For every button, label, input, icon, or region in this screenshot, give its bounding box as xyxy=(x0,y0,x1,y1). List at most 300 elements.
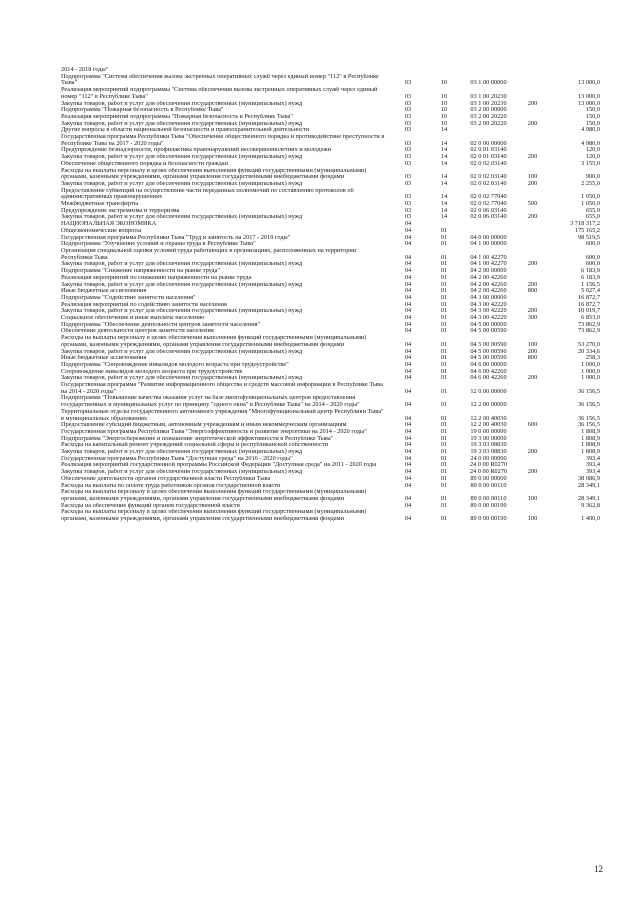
row-podrazdel: 01 xyxy=(440,461,448,469)
table-row xyxy=(61,509,600,522)
row-podrazdel: 14 xyxy=(440,179,448,187)
row-expense-type xyxy=(520,483,545,490)
row-amount: 36 156,5 xyxy=(577,414,600,422)
row-podrazdel: 01 xyxy=(440,468,448,476)
row-expense-type xyxy=(520,456,545,463)
table-row xyxy=(61,261,600,268)
table-row xyxy=(61,228,600,235)
table-row xyxy=(61,369,600,376)
row-podrazdel: 01 xyxy=(440,300,448,308)
row-amount: 150,0 xyxy=(585,119,600,127)
row-name: Расходы на обеспечение функций органов государственной власти xyxy=(61,502,240,509)
row-razdel: 03 xyxy=(404,193,412,201)
row-razdel: 03 xyxy=(404,119,412,127)
row-razdel: 04 xyxy=(404,233,412,241)
row-razdel: 04 xyxy=(404,468,412,476)
row-amount: 36 156,5 xyxy=(577,421,600,429)
row-podrazdel: 14 xyxy=(440,139,448,147)
row-amount: 16 872,7 xyxy=(577,293,600,301)
row-razdel: 04 xyxy=(404,374,412,382)
row-razdel: 03 xyxy=(404,179,412,187)
table-row xyxy=(61,295,600,302)
row-razdel: 03 xyxy=(404,146,412,154)
row-podrazdel: 01 xyxy=(440,367,448,375)
row-target-article: 04 5 00 00590 xyxy=(470,354,507,362)
row-name: Расходы на выплаты персоналу в целях обеспечения выполнения функций государственными (муниципальными) органами, казенными учреждениями, органами управления государственными внебюджетными фондами xyxy=(61,489,367,502)
row-amount: 2 255,0 xyxy=(581,179,600,187)
row-name: Расходы на выплаты персоналу в целях обеспечения выполнения функций государственными (муниципальными) органами, казенными учреждениями, органами управления государственными внебюджетными фондами xyxy=(61,509,367,523)
row-name: Обеспечение деятельности центров занятости населения xyxy=(61,328,214,335)
row-target-article: 89 0 00 00110 xyxy=(470,495,507,502)
row-podrazdel: 01 xyxy=(440,307,448,315)
row-target-article: 04 0 00 00000 xyxy=(470,233,507,241)
row-name: Закупка товаров, работ и услуг для обеспечения государственных (муниципальных) нужд xyxy=(61,375,303,382)
row-name: Обеспечение общественного порядка и безопасности граждан xyxy=(61,160,228,167)
row-amount: 655,0 xyxy=(585,206,600,214)
row-razdel: 04 xyxy=(404,314,412,322)
row-target-article: 89 0 00 00000 xyxy=(470,474,507,482)
row-name: Подпрограмма "Обеспечение деятельности центров занятости населения" xyxy=(61,321,261,328)
row-amount: 6 853,0 xyxy=(581,314,600,322)
row-podrazdel: 01 xyxy=(440,287,448,295)
row-razdel: 03 xyxy=(404,159,412,167)
row-podrazdel: 01 xyxy=(440,448,448,456)
row-podrazdel: 01 xyxy=(440,441,448,449)
row-razdel: 04 xyxy=(404,401,412,409)
row-expense-type xyxy=(520,503,545,510)
row-expense-type xyxy=(520,328,545,335)
row-amount: 3 155,0 xyxy=(581,159,600,167)
row-razdel: 03 xyxy=(404,200,412,208)
row-podrazdel: 10 xyxy=(440,106,448,114)
row-razdel: 03 xyxy=(404,112,412,120)
row-razdel xyxy=(385,67,431,74)
row-target-article: 04 2 00 42260 xyxy=(470,287,507,295)
row-razdel: 04 xyxy=(404,287,412,295)
table-row xyxy=(61,328,600,335)
table-row xyxy=(61,335,600,348)
row-expense-type xyxy=(520,228,545,235)
row-podrazdel: 01 xyxy=(440,233,448,241)
row-amount: 28 349,1 xyxy=(577,495,600,502)
table-row xyxy=(61,362,600,369)
row-podrazdel: 01 xyxy=(440,253,448,261)
row-expense-type: 100 xyxy=(527,495,538,502)
table-row xyxy=(61,67,600,74)
page-number: 12 xyxy=(594,864,603,874)
row-name: Предупреждение безнадзорности, профилактика правонарушений несовершеннолетних и молодежи xyxy=(61,147,332,154)
row-name: НАЦИОНАЛЬНАЯ ЭКОНОМИКА xyxy=(61,221,157,228)
row-amount: 36 156,5 xyxy=(577,401,600,409)
row-podrazdel: 10 xyxy=(440,79,448,87)
row-target-article: 04 5 00 00590 xyxy=(470,347,507,355)
table-row xyxy=(61,395,600,408)
row-podrazdel: 01 xyxy=(440,427,448,435)
row-podrazdel: 01 xyxy=(440,481,448,489)
table-row xyxy=(61,147,600,154)
row-name: Подпрограмма "Снижение напряженности на рынке труда" xyxy=(61,268,220,275)
row-razdel: 04 xyxy=(404,307,412,315)
row-expense-type xyxy=(520,127,545,134)
row-razdel: 04 xyxy=(404,448,412,456)
row-name: Подпрограмма "Система обеспечения вызова экстренных оперативных служб через единый номер "112" в Республике Тыва" xyxy=(61,73,379,87)
row-amount: 1 000,0 xyxy=(581,360,600,368)
row-podrazdel: 10 xyxy=(440,112,448,120)
row-expense-type: 200 xyxy=(527,374,538,382)
row-target-article: 19 3 00 00000 xyxy=(470,434,507,442)
row-target-article: 04 2 00 00000 xyxy=(470,267,507,275)
table-row xyxy=(61,462,600,469)
row-podrazdel: 01 xyxy=(440,414,448,422)
row-expense-type xyxy=(520,395,545,408)
row-target-article: 02 0 06 03140 xyxy=(470,213,507,221)
row-target-article: 24 0 00 00000 xyxy=(470,454,507,462)
row-target-article: 02 0 02 77040 xyxy=(470,200,507,208)
row-expense-type xyxy=(520,107,545,114)
row-podrazdel: 01 xyxy=(440,354,448,362)
row-target-article xyxy=(457,221,520,228)
row-amount: 120,0 xyxy=(585,153,600,161)
row-razdel: 04 xyxy=(404,300,412,308)
table-row xyxy=(61,322,600,329)
row-name: Расходы на выплаты персоналу в целях обеспечения выполнения функций государственными (муниципальными) органами, казенными учреждениями, органами управления государственными внебюджетными фондами xyxy=(61,335,367,348)
row-amount: 1 808,9 xyxy=(581,448,600,456)
row-podrazdel: 01 xyxy=(440,401,448,409)
row-name: Реализация мероприятий по содействию занятости населения xyxy=(61,301,227,308)
row-podrazdel: 01 xyxy=(440,434,448,442)
row-podrazdel: 10 xyxy=(440,99,448,107)
row-expense-type: 100 xyxy=(527,173,538,181)
row-podrazdel: 01 xyxy=(440,501,448,509)
table-row xyxy=(61,503,600,510)
row-expense-type: 200 xyxy=(527,448,538,456)
row-amount: 73 862,9 xyxy=(577,320,600,328)
table-row xyxy=(61,288,600,295)
row-podrazdel: 01 xyxy=(440,267,448,275)
row-podrazdel: 14 xyxy=(440,213,448,221)
table-row xyxy=(61,422,600,429)
row-target-article: 89 0 00 00190 xyxy=(470,515,507,523)
row-razdel: 04 xyxy=(404,220,412,228)
row-target-article: 89 0 00 00110 xyxy=(470,481,507,489)
row-razdel: 04 xyxy=(404,474,412,482)
row-target-article: 04 2 00 42260 xyxy=(470,280,507,288)
row-razdel: 03 xyxy=(404,79,412,87)
row-name: Государственная программа Республики Тыва "Энергоэффективность и развитие энергетики на 2014 - 2020 годы" xyxy=(61,428,367,435)
table-row xyxy=(61,275,600,282)
table-row xyxy=(61,469,600,476)
row-amount: 98 519,5 xyxy=(577,233,600,241)
table-row xyxy=(61,201,600,208)
row-name: Закупка товаров, работ и услуг для обеспечения государственных (муниципальных) нужд xyxy=(61,214,303,221)
row-amount: 175 165,2 xyxy=(574,226,600,234)
row-expense-type xyxy=(520,67,545,74)
row-podrazdel: 01 xyxy=(440,314,448,322)
row-target-article: 02 0 02 03140 xyxy=(470,159,507,167)
row-target-article: 03 2 00 20220 xyxy=(470,119,507,127)
row-razdel: 04 xyxy=(404,427,412,435)
row-target-article: 04 1 00 42270 xyxy=(470,253,507,261)
row-name: Государственная программа Республики Тыва "Доступная среда" на 2016 - 2020 годы" xyxy=(61,455,293,462)
row-podrazdel: 14 xyxy=(440,159,448,167)
table-row xyxy=(61,476,600,483)
table-row xyxy=(61,308,600,315)
row-razdel: 04 xyxy=(404,293,412,301)
row-razdel: 04 xyxy=(404,421,412,429)
row-razdel: 03 xyxy=(404,139,412,147)
row-name: Иные бюджетные ассигнования xyxy=(61,355,147,362)
row-amount: 393,4 xyxy=(585,468,600,476)
row-amount: 73 862,9 xyxy=(577,327,600,335)
table-row xyxy=(61,121,600,128)
row-razdel: 03 xyxy=(404,153,412,161)
row-amount: 16 872,7 xyxy=(577,300,600,308)
row-podrazdel: 14 xyxy=(440,126,448,134)
row-razdel: 03 xyxy=(404,173,412,181)
row-podrazdel: 01 xyxy=(440,387,448,395)
row-razdel: 04 xyxy=(404,267,412,275)
row-expense-type: 200 xyxy=(527,260,538,268)
row-podrazdel: 01 xyxy=(440,273,448,281)
row-razdel: 04 xyxy=(404,253,412,261)
table-row xyxy=(61,168,600,181)
row-podrazdel: 01 xyxy=(440,374,448,382)
table-row xyxy=(61,409,600,422)
row-target-article: 24 0 00 R0270 xyxy=(469,468,508,476)
row-target-article: 02 0 02 03140 xyxy=(470,179,507,187)
row-amount: 600,0 xyxy=(585,240,600,248)
row-amount: 20 334,6 xyxy=(577,347,600,355)
row-target-article: 12 2 00 00000 xyxy=(470,401,507,409)
row-razdel: 04 xyxy=(404,387,412,395)
row-podrazdel xyxy=(431,67,457,74)
row-amount: 6 183,9 xyxy=(581,267,600,275)
table-row xyxy=(61,382,600,395)
row-razdel: 04 xyxy=(404,260,412,268)
row-target-article: 03 2 00 00000 xyxy=(470,106,507,114)
row-name: Государственная программа Республики Тыва "Обеспечение общественного порядка и противодействие преступности в Республике Тыва на 2017 - 2020 годы" xyxy=(61,134,385,147)
table-row xyxy=(61,489,600,502)
row-podrazdel: 14 xyxy=(440,146,448,154)
table-row xyxy=(61,188,600,201)
row-name: Подпрограмма "Энергосбережение и повышение энергетической эффективности в Республике Тыва" xyxy=(61,435,334,442)
row-amount: 1 400,0 xyxy=(581,515,600,523)
row-razdel: 03 xyxy=(404,106,412,114)
row-target-article: 02 0 02 77040 xyxy=(470,193,507,201)
row-razdel: 04 xyxy=(404,441,412,449)
row-razdel: 04 xyxy=(404,515,412,523)
row-name: Расходы на капитальный ремонт учреждений социальной сферы и республиканской собственности xyxy=(61,442,329,449)
row-name: Иные бюджетные ассигнования xyxy=(61,288,147,295)
table-row xyxy=(61,87,600,100)
row-expense-type xyxy=(520,429,545,436)
row-name: Подпрограмма "Сопровождение инвалидов молодого возраста при трудоустройстве" xyxy=(61,361,289,368)
table-row xyxy=(61,161,600,168)
row-expense-type: 200 xyxy=(527,280,538,288)
row-razdel: 04 xyxy=(404,495,412,502)
row-razdel: 04 xyxy=(404,226,412,234)
row-podrazdel: 01 xyxy=(440,360,448,368)
row-name: Подпрограмма "Повышение качества оказания услуг на базе многофункциональных центров предоставления государственных и муниципальных услуг по принципу "одного окна" в Республике Тыва" на 2014 - 2020 годы" xyxy=(61,395,360,409)
row-razdel: 04 xyxy=(404,434,412,442)
row-target-article: 04 1 00 42270 xyxy=(470,260,507,268)
row-amount: 1 000,0 xyxy=(581,374,600,382)
row-podrazdel: 01 xyxy=(440,347,448,355)
row-amount: 393,4 xyxy=(585,461,600,469)
row-amount: 6 183,9 xyxy=(581,273,600,281)
row-amount: 1 050,0 xyxy=(581,200,600,208)
row-amount: 1 050,0 xyxy=(581,193,600,201)
row-razdel: 04 xyxy=(404,481,412,489)
row-podrazdel: 10 xyxy=(440,92,448,100)
row-podrazdel: 01 xyxy=(440,280,448,288)
row-expense-type: 200 xyxy=(527,307,538,315)
row-podrazdel: 01 xyxy=(440,474,448,482)
row-expense-type: 200 xyxy=(527,468,538,476)
row-amount: 13 000,0 xyxy=(577,92,600,100)
row-expense-type: 500 xyxy=(527,200,538,208)
row-razdel: 04 xyxy=(404,367,412,375)
row-name: Реализация мероприятий по снижению напряженности на рынке труда xyxy=(61,274,252,281)
row-name: Закупка товаров, работ и услуг для обеспечения государственных (муниципальных) нужд xyxy=(61,469,303,476)
table-row xyxy=(61,315,600,322)
row-target-article: 04 6 00 00000 xyxy=(470,360,507,368)
row-amount: 3 718 317,2 xyxy=(570,220,600,228)
row-razdel: 04 xyxy=(404,240,412,248)
row-expense-type xyxy=(520,188,545,201)
row-target-article: 04 5 00 00000 xyxy=(470,320,507,328)
table-row xyxy=(61,181,600,188)
table-row xyxy=(61,214,600,221)
row-target-article: 19 0 00 00000 xyxy=(470,427,507,435)
row-podrazdel: 01 xyxy=(440,293,448,301)
row-expense-type xyxy=(520,295,545,302)
row-name: Предупреждение экстремизма и терроризма xyxy=(61,207,180,214)
row-expense-type xyxy=(520,221,545,228)
row-expense-type: 800 xyxy=(527,354,538,362)
row-amount: 900,0 xyxy=(585,173,600,181)
row-target-article: 03 2 00 20220 xyxy=(470,112,507,120)
row-expense-type xyxy=(520,74,545,87)
table-row xyxy=(61,436,600,443)
table-row xyxy=(61,107,600,114)
row-target-article: 03 1 00 20230 xyxy=(470,92,507,100)
row-target-article: 12 2 00 40030 xyxy=(470,421,507,429)
budget-table-body xyxy=(61,67,600,523)
table-row xyxy=(61,449,600,456)
row-razdel: 04 xyxy=(404,501,412,509)
row-podrazdel: 01 xyxy=(440,515,448,523)
row-amount: 600,0 xyxy=(585,260,600,268)
row-amount: 10 019,7 xyxy=(577,307,600,315)
row-expense-type xyxy=(520,161,545,168)
row-name: Общеэкономические вопросы xyxy=(61,227,142,234)
table-row xyxy=(61,235,600,242)
table-row xyxy=(61,456,600,463)
row-amount: 13 000,0 xyxy=(577,99,600,107)
row-amount: 258,3 xyxy=(585,354,600,362)
row-podrazdel: 01 xyxy=(440,240,448,248)
row-podrazdel: 01 xyxy=(440,226,448,234)
row-name: Сопровождение инвалидов молодого возраста при трудоустройстве xyxy=(61,368,243,375)
row-target-article xyxy=(457,67,520,74)
row-expense-type xyxy=(520,362,545,369)
row-expense-type xyxy=(520,134,545,147)
row-name: Закупка товаров, работ и услуг для обеспечения государственных (муниципальных) нужд xyxy=(61,120,303,127)
row-podrazdel: 01 xyxy=(440,421,448,429)
row-name: Закупка товаров, работ и услуг для обеспечения государственных (муниципальных) нужд xyxy=(61,281,303,288)
table-row xyxy=(61,248,600,261)
row-razdel: 03 xyxy=(404,126,412,134)
row-amount: 1 808,9 xyxy=(581,427,600,435)
row-amount: 150,0 xyxy=(585,112,600,120)
row-podrazdel: 14 xyxy=(440,193,448,201)
row-amount: 36 156,5 xyxy=(577,387,600,395)
row-target-article: 89 0 00 00190 xyxy=(470,501,507,509)
row-name: Подпрограмма "Пожарная безопасность в Республике Тыва" xyxy=(61,107,224,114)
row-name: Государственная программа "Развитие информационного общества и средств массовой информации в Республике Тыва на 2014 - 2020 годы" xyxy=(61,382,383,395)
table-row xyxy=(61,101,600,108)
row-razdel: 04 xyxy=(404,360,412,368)
table-row xyxy=(61,114,600,121)
budget-table xyxy=(61,67,600,523)
row-amount xyxy=(545,67,600,74)
row-amount: 393,4 xyxy=(585,454,600,462)
row-amount: 1 156,5 xyxy=(581,280,600,288)
row-expense-type: 800 xyxy=(527,287,538,295)
row-name: Закупка товаров, работ и услуг для обеспечения государственных (муниципальных) нужд xyxy=(61,308,303,315)
table-row xyxy=(61,134,600,147)
row-podrazdel: 10 xyxy=(440,119,448,127)
row-target-article: 04 5 00 00590 xyxy=(470,327,507,335)
row-name: Закупка товаров, работ и услуг для обеспечения государственных (муниципальных) нужд xyxy=(61,449,303,456)
row-expense-type: 200 xyxy=(527,213,538,221)
row-amount: 4 980,0 xyxy=(581,126,600,134)
table-row xyxy=(61,208,600,215)
row-name: Подпрограмма "Улучшение условий и охраны труда в Республике Тыва" xyxy=(61,241,256,248)
row-podrazdel: 14 xyxy=(440,173,448,181)
row-name: Закупка товаров, работ и услуг для обеспечения государственных (муниципальных) нужд xyxy=(61,348,303,355)
row-name: Государственная программа Республики Тыва "Труд и занятость на 2017 - 2019 годы" xyxy=(61,234,291,241)
row-razdel: 04 xyxy=(404,347,412,355)
row-razdel: 04 xyxy=(404,320,412,328)
row-amount: 38 086,9 xyxy=(577,474,600,482)
row-amount: 28 349,1 xyxy=(577,481,600,489)
row-podrazdel: 14 xyxy=(440,153,448,161)
row-expense-type xyxy=(520,268,545,275)
row-expense-type xyxy=(520,241,545,248)
row-amount: 1 000,0 xyxy=(581,367,600,375)
row-razdel: 04 xyxy=(404,273,412,281)
row-name: Обеспечение деятельности органов государственной власти Республики Тыва xyxy=(61,475,271,482)
row-expense-type xyxy=(520,409,545,422)
row-expense-type: 100 xyxy=(527,515,538,523)
row-name: Закупка товаров, работ и услуг для обеспечения государственных (муниципальных) нужд xyxy=(61,154,303,161)
row-name: Реализация мероприятий подпрограммы "Пожарная безопасность в Республике Тыва" xyxy=(61,113,293,120)
row-razdel: 03 xyxy=(404,213,412,221)
row-target-article: 02 0 02 03140 xyxy=(470,173,507,181)
row-razdel: 04 xyxy=(404,414,412,422)
row-target-article: 02 0 01 03140 xyxy=(470,153,507,161)
row-expense-type: 100 xyxy=(527,340,538,348)
row-razdel: 03 xyxy=(404,206,412,214)
row-target-article: 12 2 00 40030 xyxy=(470,414,507,422)
row-target-article: 04 3 00 00000 xyxy=(470,293,507,301)
row-name: Расходы на выплаты персоналу в целях обеспечения выполнения функций государственными (муниципальными) органами, казенными учреждениями, органами управления государственными внебюджетными фондами xyxy=(61,167,367,181)
table-row xyxy=(61,349,600,356)
row-razdel: 04 xyxy=(404,454,412,462)
row-amount: 600,0 xyxy=(585,253,600,261)
